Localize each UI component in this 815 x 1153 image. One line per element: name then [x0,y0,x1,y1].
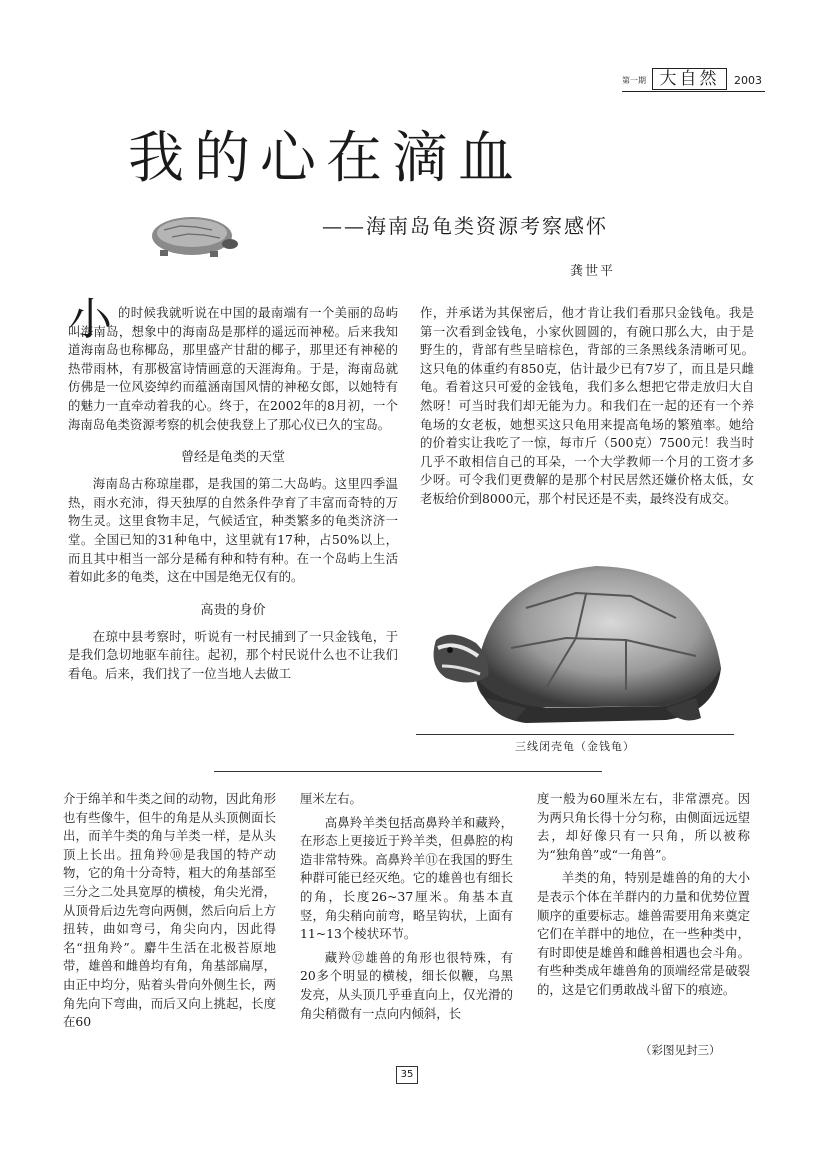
horn-paragraph-4: 藏羚⑫雄兽的角形也很特殊，有20多个明显的横棱，细长似鞭，乌黑发亮，从头顶几乎垂直向上，仅光滑的角尖稍微有一点向内倾斜，长 [300,949,513,1021]
section-heading-value: 高贵的身价 [200,602,266,618]
column-left-top [68,304,398,684]
masthead [622,68,765,92]
intro-paragraph: 的时候我就听说在中国的最南端有一个美丽的岛屿叫海南岛，想象中的海南岛是那样的遥远而神秘。后来我知道海南岛也称椰岛，那里盛产甘甜的椰子，那里还有神秘的热带雨林，有那极富诗情画意的天涯海角。于是，海南岛就仿佛是一位风姿绰约而蕴涵南国风情的神秘女郎，以她特有的魅力一直牵动着我的心。终于，在2002年的8月初，一个海南岛龟类资源考察的机会使我登上了那心仪已久的宝岛。 [68,305,398,432]
masthead-rule [622,91,765,92]
horn-paragraph-6: 羊类的角，特别是雄兽的角的大小是表示个体在羊群内的力量和优势位置顺序的重要标志。雄兽需要用角来奠定它们在羊群中的地位，在一些种类中，有时即使是雄兽和雌兽相遇也会斗角。有些种类成年雄兽角的顶端经常是破裂的，这是它们勇敢战斗留下的痕迹。 [537,870,750,997]
issue-label: 第一期 [622,76,646,85]
turtle-photo [416,548,734,734]
bottom-column-2 [300,790,513,1023]
article-title: 我的心在滴血 [128,126,524,191]
section-value-paragraph: 在琼中县考察时，听说有一村民捕到了一只金钱龟，于是我们急切地驱车前往。起初，那个村民说什么也不让我们看龟。后来，我们找了一位当地人去做工 [68,628,398,681]
horn-paragraph-5: 度一般为60厘米左右，非常漂亮。因为两只角长得十分匀称，由侧面远远望去，却好像只有一只角，所以被称为“独角兽”或“一角兽”。 [537,791,750,862]
small-turtle-illustration [140,206,240,261]
section-paradise-paragraph: 海南岛古称琼崖郡，是我国的第二大岛屿。这里四季温热，雨水充沛，得天独厚的自然条件孕育了丰富而奇特的万物生灵。这里食物丰足，气候适宜，种类繁多的龟类济济一堂。全国已知的31种龟中，这里就有17种，占50%以上，而且其中相当一部分是稀有种和特有种。在一个岛屿上生活着如此多的龟类，这在中国是绝无仅有的。 [68,476,398,585]
article-subtitle: ——海南岛龟类资源考察感怀 [322,214,608,238]
column-right-top [420,304,754,509]
horn-paragraph-1: 介于绵羊和牛类之间的动物，因此角形也有些像牛，但牛的角是从头顶侧面长出，而羊牛类的角与羊类一样，是从头顶上长出。扭角羚⑩是我国的特产动物，它的角十分奇特，粗大的角基部至三分之二处具宽厚的横棱，角尖光滑，从顶骨后边先弯向两侧，然后向后上方扭转，曲如弯弓，角尖向内，因此得名“扭角羚”。麝牛生活在北极苔原地带，雄兽和雌兽均有角，角基部扁厚，由正中均分，贴着头骨向外侧生长，两角先向下弯曲，而后又向上挑起，长度在60 [63,791,276,1030]
year-label: 2003 [734,74,762,87]
author-name: 龚世平 [570,264,616,279]
photo-caption: 三线闭壳龟（金钱龟） [515,740,635,753]
horn-paragraph-2: 厘米左右。 [300,791,362,806]
drop-cap: 小 [68,294,112,345]
photo-rule [416,734,734,735]
bottom-column-1 [63,790,276,1032]
figure-reference: （彩图见封三） [640,1043,721,1057]
section-divider [214,771,602,772]
section-heading-paradise: 曾经是龟类的天堂 [180,450,285,466]
golden-turtle-paragraph: 作，并承诺为其保密后，他才肯让我们看那只金钱龟。我是第一次看到金钱龟，小家伙圆圆的，有碗口那么大，由于是野生的，背部有些呈暗棕色，背部的三条黑线条清晰可见。这只龟的体重约有850克，估计最少已有7岁了，而且是只雌龟。看着这只可爱的金钱龟，我们多么想把它带走放归大自然呀！可当时我们却无能为力。和我们在一起的还有一个养龟场的女老板，她想买这只龟用来提高龟场的繁殖率。她给的价着实让我吃了一惊，每市斤（500克）7500元！我当时几乎不敢相信自己的耳朵，一个大学教师一个月的工资才多少呀。可令我们更费解的是那个村民居然还嫌价格太低，女老板给价到8000元，那个村民还是不卖，最终没有成交。 [420,305,754,506]
magazine-name: 大自然 [652,68,727,90]
bottom-column-3 [537,790,750,1000]
page-number: 35 [396,1066,418,1084]
horn-paragraph-3: 高鼻羚羊类包括高鼻羚羊和藏羚，在形态上更接近于羚羊类，但鼻腔的构造非常特殊。高鼻羚羊⑪在我国的野生种群可能已经灭绝。它的雄兽也有细长的角，长度26~37厘米。角基本直竖，角尖稍向前弯，略呈钩状，上面有11~13个棱状环节。 [300,814,513,942]
